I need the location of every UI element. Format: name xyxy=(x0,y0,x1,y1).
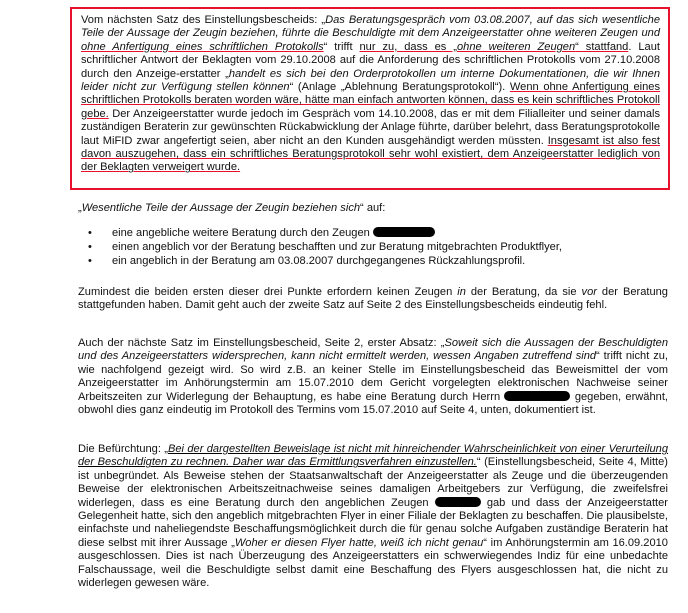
text-segment: gegeben, erwähnt, obwohl dies ganz eindeutig im Protokoll des Termins vom 15.07.2010 auf Seite 4, unten, dokumentiert ist. xyxy=(78,390,668,417)
underlined-quoted-text: ohne Anfertigung eines schriftlichen Protokolls xyxy=(81,40,324,53)
underlined-text: Insgesamt ist also fest davon auszugehen, dass ein schriftliches Beratungsprotokoll sehr wohl existiert, dem Anzeigeerstatter lediglich von der Beklagten verweigert wurde. xyxy=(81,134,660,174)
quote-intro xyxy=(78,202,668,215)
redaction-bar xyxy=(435,497,481,507)
quoted-text: Wesentliche Teile der Aussage der Zeugin beziehen sich xyxy=(81,202,361,214)
text-segment: “ auf: xyxy=(360,202,386,214)
underlined-quoted-text: Bei der dargestellten Beweislage ist nicht mit hinreichender Wahrscheinlichkeit von einer Verurteilung der Beschuldigten zu rechnen. Daher war das Ermittlungsverfahren einzustellen. xyxy=(78,443,668,469)
text-segment: Zumindest die beiden ersten dieser drei Punkte erfordern keinen Zeugen xyxy=(78,286,458,298)
text-segment: nur zu, dass es „ xyxy=(359,40,457,53)
text-segment: “ trifft xyxy=(323,40,360,53)
text-segment: „ xyxy=(78,202,82,214)
redaction-bar xyxy=(373,227,435,237)
text-segment: der Beratung stattgefunden haben. Damit geht auch der zweite Satz auf Seite 2 des Einstellungsbescheids eindeutig fehl. xyxy=(78,286,668,312)
quoted-text: Soweit sich die Aussagen der Beschuldigten und des Anzeigeerstatters widersprechen, kann nicht ermittelt werden, wessen Angaben zutreffend sind xyxy=(78,337,669,363)
underlined-text xyxy=(360,41,629,53)
quoted-text: ohne weiteren Zeugen xyxy=(457,40,576,53)
paragraph-4 xyxy=(78,443,668,590)
text-segment: . Laut schriftlicher Antwort der Beklagten vom 29.10.2008 auf die Anforderung des schriftlichen Protokolls vom 27.10.2008 durch den Anzeige-erstatter „ xyxy=(81,40,660,80)
emphasis: in xyxy=(457,286,466,298)
redaction-bar xyxy=(504,391,570,401)
quoted-text: Das Beratungsgespräch vom 03.08.2007, auf das sich wesentliche Teile der Aussage der Zeugin beziehen, führte die Beschuldigte mit dem Anzeigeerstatter ohne weiteren Zeugen und xyxy=(81,14,660,40)
list-item-text: ein angeblich in der Beratung am 03.08.2007 durchgegangenes Rückzahlungsprofil. xyxy=(112,255,526,267)
emphasis: vor xyxy=(581,286,597,298)
text-segment: Auch der nächste Satz im Einstellungsbescheid, Seite 2, erster Absatz: „ xyxy=(78,337,445,349)
text-segment: “ (Einstellungsbescheid, Seite 4, Mitte) ist unbegründet. Als Beweise stehen der Staatsanwaltschaft der Anzeigeerstatter als Zeuge und die überzeugenden Beweise der elektronischen Arbeitszeitnachweise seines damaligen Arbeitgebers zur Verfügung, die zweifelsfrei widerlegen, dass es eine Beratung durch den angeblichen Zeugen xyxy=(78,456,668,509)
quoted-text: Woher er diesen Flyer hatte, weiß ich nicht genau xyxy=(234,536,484,549)
highlighted-paragraph-box xyxy=(70,7,670,190)
quoted-text: handelt es sich bei den Orderprotokollen um interne Dokumentationen, die wir Ihnen leider nicht zur Verfügung stellen können xyxy=(81,67,660,94)
text-segment: “ trifft nicht zu, wie nachfolgend gezeigt wird. So wird z.B. an keiner Stelle im Einstellungsbescheid das Beweismittel der vom Anzeigeerstatter im Anhörungstermin am 15.07.2010 dem Gericht vorgelegten elektronischen Nachweise seiner Arbeitszeiten zur Widerlegung der Behauptung, es habe eine Beratung durch Herrn xyxy=(78,350,668,403)
list-item xyxy=(78,254,668,268)
list-item xyxy=(78,226,668,240)
text-segment: gab und dass der Anzeigeerstatter Gelegenheit hatte, sich den angeblich mitgebrachten Flyer in einer Filiale der Beklagten zu beschaffen. Die plausibelste, einfachste und naheliegendste Beschaffungsmöglichkeit durch die für genau solche Aufgaben zuständige Beraterin hat diese selbst mit ihrer Aussage „ xyxy=(78,496,668,549)
list-item-text: einen angeblich vor der Beratung beschafften und zur Beratung mitgebrachten Produktflyer, xyxy=(112,241,562,253)
text-segment: Vom nächsten Satz des Einstellungsbescheids: „ xyxy=(81,14,326,26)
text-segment: “ im Anhörungstermin am 16.09.2010 ausgeschlossen. Dies ist nach Überzeugung des Anzeigeerstatters ein schwerwiegendes Indiz für eine unbedachte Falschaussage, weil die Beschuldigte selbst damit eine Beschaffung des Flyers ausgeschlossen hat, die nicht zu widerlegen gewesen wäre. xyxy=(78,536,668,590)
paragraph-3 xyxy=(78,337,668,417)
list-item-text: eine angebliche weitere Beratung durch den Zeugen xyxy=(112,227,370,239)
text-segment: “ stattfand xyxy=(575,40,629,53)
text-segment: “ (Anlage „Ablehnung Beratungsprotokoll“). xyxy=(289,81,510,94)
text-segment: Die Befürchtung: „ xyxy=(78,443,168,455)
points-list xyxy=(78,226,668,268)
underlined-text: Wenn ohne Anfertigung eines schriftlichen Protokolls beraten worden wäre, hätte man einfach antworten können, dass es kein schriftliches Protokoll gebe. xyxy=(81,81,661,120)
paragraph-2 xyxy=(78,286,668,313)
text-segment: der Beratung, da sie xyxy=(465,286,582,298)
text-segment: Der Anzeigeerstatter wurde jedoch im Gespräch vom 14.10.2008, das er mit dem Filialleiter und seiner damals zuständigen Beraterin zur gewünschten Rückabwicklung der Anlage führte, darüber belehrt, dass Beratungsprotokolle laut MiFID zwar angefertigt seien, aber nicht an den Kunden ausgehändigt werden müssten. xyxy=(81,107,660,147)
highlighted-paragraph xyxy=(81,14,660,175)
list-item xyxy=(78,240,668,254)
